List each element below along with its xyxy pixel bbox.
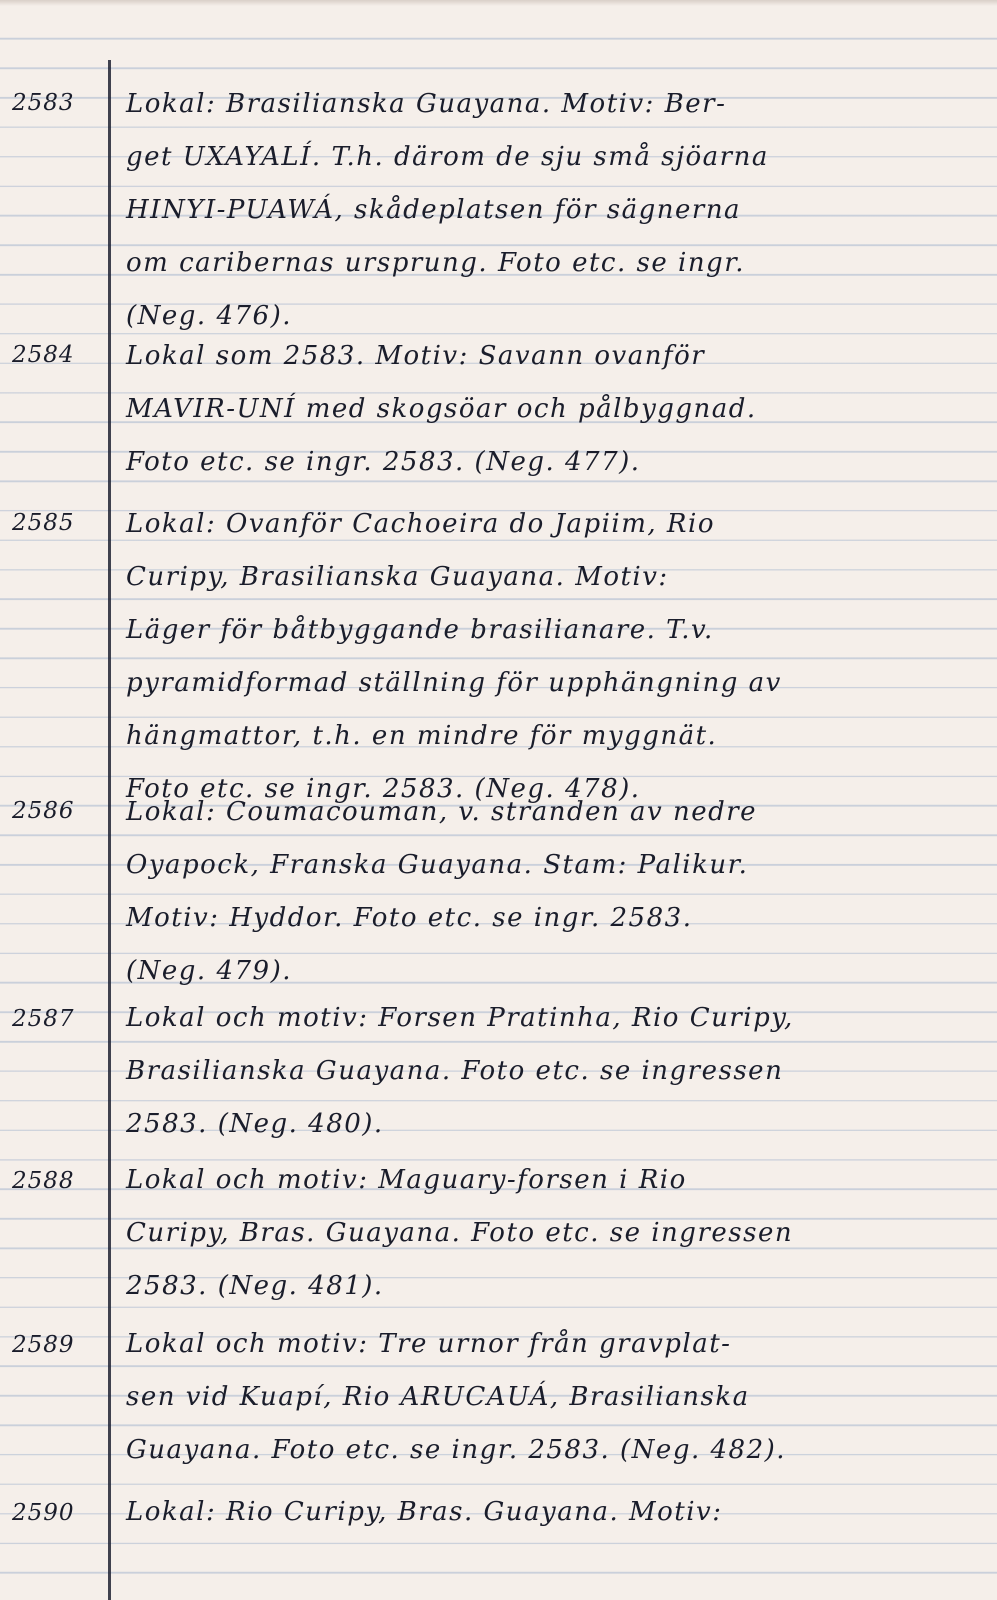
entry-line: 2583. (Neg. 481). <box>126 1271 384 1301</box>
entry-line: Lokal: Coumacouman, v. stranden av nedre <box>126 797 758 827</box>
entry-number: 2586 <box>12 798 75 824</box>
entry-line: HINYI-PUAWÁ, skådeplatsen för sägnerna <box>126 195 742 225</box>
entry-number: 2587 <box>12 1006 75 1032</box>
entry-text <box>126 1486 966 1539</box>
entry-text <box>126 992 966 1151</box>
entry-line: hängmattor, t.h. en mindre för myggnät. <box>126 721 718 751</box>
entry-line: Curipy, Brasilianska Guayana. Motiv: <box>126 562 669 592</box>
entry-line: Lokal: Rio Curipy, Bras. Guayana. Motiv: <box>126 1497 723 1527</box>
entry-number: 2588 <box>12 1168 75 1194</box>
entry-line: MAVIR-UNÍ med skogsöar och pålbyggnad. <box>126 394 757 424</box>
entry-text <box>126 78 966 343</box>
entry-text <box>126 330 966 489</box>
entry-number: 2584 <box>12 342 75 368</box>
entry-line: Lokal och motiv: Forsen Pratinha, Rio Curipy, <box>126 1003 794 1033</box>
entry-line: Guayana. Foto etc. se ingr. 2583. (Neg. 482). <box>126 1435 787 1465</box>
entry-number: 2590 <box>12 1500 75 1526</box>
entry-line: Foto etc. se ingr. 2583. (Neg. 477). <box>126 447 641 477</box>
entry-line: Lokal och motiv: Maguary-forsen i Rio <box>126 1165 687 1195</box>
entry-line: 2583. (Neg. 480). <box>126 1109 384 1139</box>
entry-line: (Neg. 479). <box>126 956 292 986</box>
entry-line: (Neg. 476). <box>126 301 292 331</box>
entry-line: Lokal: Ovanför Cachoeira do Japiim, Rio <box>126 509 715 539</box>
entry-line: Lokal: Brasilianska Guayana. Motiv: Ber- <box>126 89 727 119</box>
entry-line: Motiv: Hyddor. Foto etc. se ingr. 2583. <box>126 903 693 933</box>
entry-text <box>126 498 966 816</box>
entry-line: Foto etc. se ingr. 2583. (Neg. 478). <box>126 774 641 804</box>
entry-number: 2583 <box>12 90 75 116</box>
entry-text <box>126 1154 966 1313</box>
entry-line: get UXAYALÍ. T.h. därom de sju små sjöarna <box>126 142 769 172</box>
entry-line: Oyapock, Franska Guayana. Stam: Palikur. <box>126 850 749 880</box>
entry-line: Brasilianska Guayana. Foto etc. se ingressen <box>126 1056 784 1086</box>
margin-rule <box>108 60 111 1600</box>
entry-number: 2585 <box>12 510 75 536</box>
entry-line: Curipy, Bras. Guayana. Foto etc. se ingressen <box>126 1218 794 1248</box>
page-top-edge <box>0 0 997 6</box>
entry-line: Lokal och motiv: Tre urnor från gravplat- <box>126 1329 732 1359</box>
entry-line: om caribernas ursprung. Foto etc. se ingr. <box>126 248 746 278</box>
entry-line: sen vid Kuapí, Rio ARUCAUÁ, Brasilianska <box>126 1382 750 1412</box>
entry-text <box>126 786 966 998</box>
entry-line: Lokal som 2583. Motiv: Savann ovanför <box>126 341 706 371</box>
entry-text <box>126 1318 966 1477</box>
entry-number: 2589 <box>12 1332 75 1358</box>
entry-line: pyramidformad ställning för upphängning av <box>126 668 782 698</box>
entry-line: Läger för båtbyggande brasilianare. T.v. <box>126 615 714 645</box>
